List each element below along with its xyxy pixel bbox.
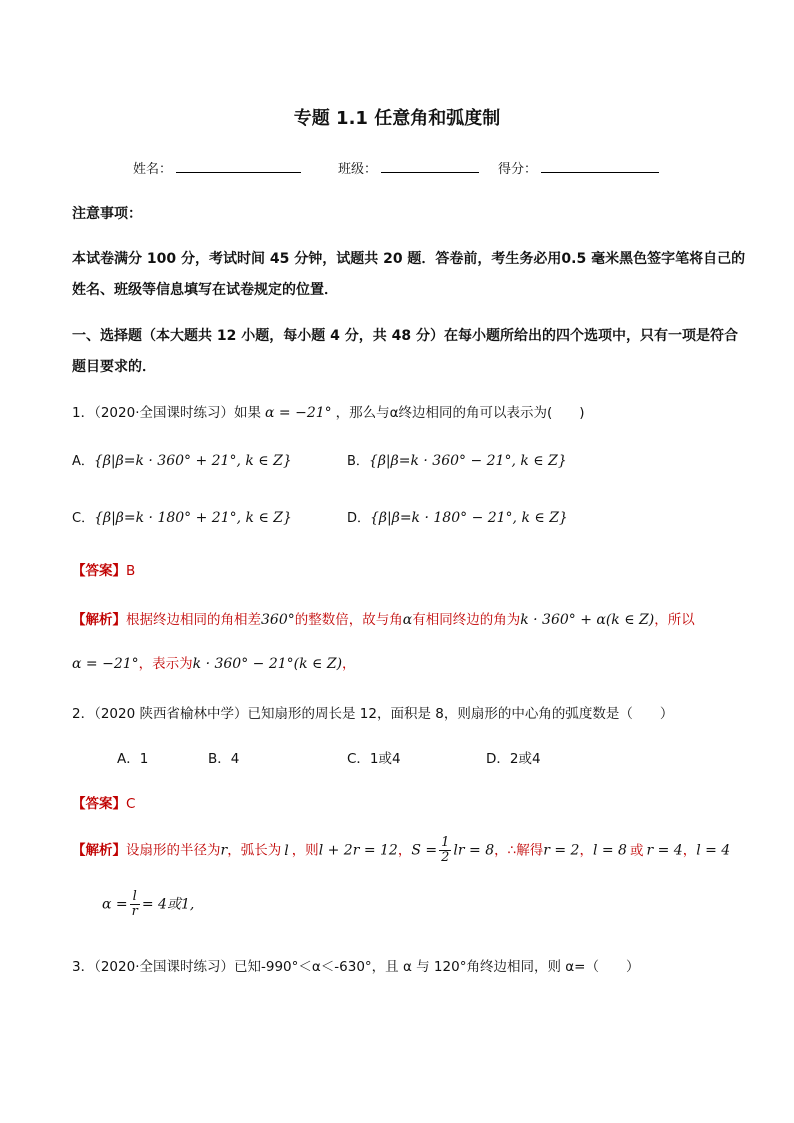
- analysis-text: ，: [397, 842, 412, 859]
- class-field: [338, 158, 479, 177]
- q2-analysis-line-1: [72, 836, 730, 865]
- notice-line-2: 姓名、班级等信息填写在试卷规定的位置．: [72, 282, 338, 298]
- q1-stem-math: α = −21°: [265, 405, 332, 421]
- section-heading-line-2: 题目要求的．: [72, 359, 156, 375]
- q1-analysis-line-2: [72, 652, 356, 672]
- analysis-text: 的整数倍，故与角: [294, 612, 403, 628]
- q1-answer: [72, 559, 135, 579]
- analysis-tag: 【解析】: [72, 842, 126, 859]
- analysis-text: 或: [629, 842, 644, 859]
- analysis-text: 设扇形的半径为: [126, 842, 221, 859]
- analysis-math: α: [402, 612, 413, 628]
- q2-option-b[interactable]: B．4: [208, 751, 240, 767]
- q2-analysis-line-2: [102, 890, 194, 919]
- analysis-math: S =: [411, 842, 438, 859]
- q1-option-b[interactable]: [347, 450, 567, 469]
- q2-option-c[interactable]: C．1或4: [347, 751, 401, 767]
- q1-option-a[interactable]: [72, 450, 292, 469]
- analysis-math: α =: [102, 896, 128, 913]
- analysis-math: r: [220, 842, 228, 859]
- option-expression: {β|β=k · 360° − 21°, k ∈ Z}: [368, 453, 567, 469]
- answer-tag: 【答案】: [72, 563, 126, 579]
- fraction-one-half: [439, 836, 451, 865]
- analysis-text: ，所以: [654, 612, 695, 628]
- analysis-math: α = −21°: [72, 656, 139, 672]
- analysis-text: ，表示为: [138, 656, 193, 672]
- q2-answer: [72, 792, 135, 812]
- analysis-math: r = 2: [543, 842, 580, 859]
- class-label: 班级：: [338, 162, 378, 177]
- page-title: 专题 1.1 任意角和弧度制: [293, 108, 501, 129]
- analysis-math: lr = 8: [453, 842, 495, 859]
- analysis-math: l = 4: [696, 842, 731, 859]
- analysis-text: ，弧长为: [227, 842, 282, 859]
- analysis-text: ，∴解得: [494, 842, 544, 859]
- fraction-denominator: r: [131, 904, 138, 919]
- name-field: [133, 158, 301, 177]
- analysis-math: 360°: [261, 612, 295, 628]
- fraction-numerator: 1: [441, 835, 450, 850]
- analysis-tag: 【解析】: [72, 612, 126, 628]
- section-heading-line-1: 一、选择题（本大题共 12 小题，每小题 4 分，共 48 分）在每小题所给出的四个选项中，只有一项是符合: [72, 328, 738, 344]
- fraction-numerator: l: [130, 890, 140, 905]
- name-label: 姓名：: [133, 162, 173, 177]
- fraction-denominator: 2: [441, 850, 450, 865]
- analysis-math: = 4或1,: [141, 896, 195, 913]
- analysis-math: r = 4: [646, 842, 683, 859]
- analysis-text: ，: [579, 842, 593, 859]
- fraction-l-over-r: [130, 890, 140, 919]
- analysis-text: ，: [682, 842, 697, 859]
- q1-stem-text: 1．（2020·全国课时练习）如果: [72, 405, 261, 421]
- answer-value: B: [126, 563, 136, 579]
- analysis-text: 根据终边相同的角相差: [126, 612, 261, 628]
- class-blank[interactable]: [381, 160, 479, 173]
- analysis-math: k · 360° − 21°(k ∈ Z): [192, 656, 343, 672]
- name-blank[interactable]: [176, 160, 301, 173]
- q2-option-d[interactable]: D．2或4: [486, 751, 541, 767]
- option-label: B．: [347, 454, 369, 469]
- analysis-text: ，: [342, 656, 356, 672]
- option-expression: {β|β=k · 180° − 21°, k ∈ Z}: [370, 510, 568, 526]
- analysis-math: k · 360° + α(k ∈ Z): [520, 612, 655, 628]
- analysis-math: l: [284, 842, 289, 859]
- score-blank[interactable]: [541, 160, 659, 173]
- answer-tag: 【答案】: [72, 796, 126, 812]
- q2-stem: 2．（2020 陕西省榆林中学）已知扇形的周长是 12，面积是 8，则扇形的中心角的弧度数是（ ）: [72, 706, 674, 722]
- notice-line-1: 本试卷满分 100 分，考试时间 45 分钟，试题共 20 题．答卷前，考生务必用0.5 毫米黑色签字笔将自己的: [72, 251, 746, 267]
- notice-heading: 注意事项：: [72, 206, 142, 222]
- option-label: D．: [347, 511, 371, 526]
- q1-analysis-line-1: [72, 608, 695, 628]
- score-label: 得分：: [498, 162, 538, 177]
- analysis-math: l + 2r = 12: [318, 842, 398, 859]
- option-label: C．: [72, 511, 95, 526]
- q1-option-d[interactable]: [347, 507, 568, 526]
- analysis-text: 有相同终边的角为: [412, 612, 521, 628]
- q1-stem-text-2: ，那么与α终边相同的角可以表示为( ): [335, 405, 585, 421]
- option-label: A．: [72, 454, 94, 469]
- analysis-math: l = 8: [592, 842, 627, 859]
- analysis-text: ，则: [291, 842, 319, 859]
- answer-value: C: [126, 796, 136, 812]
- q3-stem: 3．（2020·全国课时练习）已知-990°＜α＜-630°，且 α 与 120°角终边相同，则 α=（ ）: [72, 959, 640, 975]
- q1-stem: [72, 401, 585, 421]
- option-expression: {β|β=k · 360° + 21°, k ∈ Z}: [93, 453, 292, 469]
- q2-option-a[interactable]: A．1: [117, 751, 149, 767]
- option-expression: {β|β=k · 180° + 21°, k ∈ Z}: [94, 510, 292, 526]
- q1-option-c[interactable]: [72, 507, 292, 526]
- score-field: [498, 158, 659, 177]
